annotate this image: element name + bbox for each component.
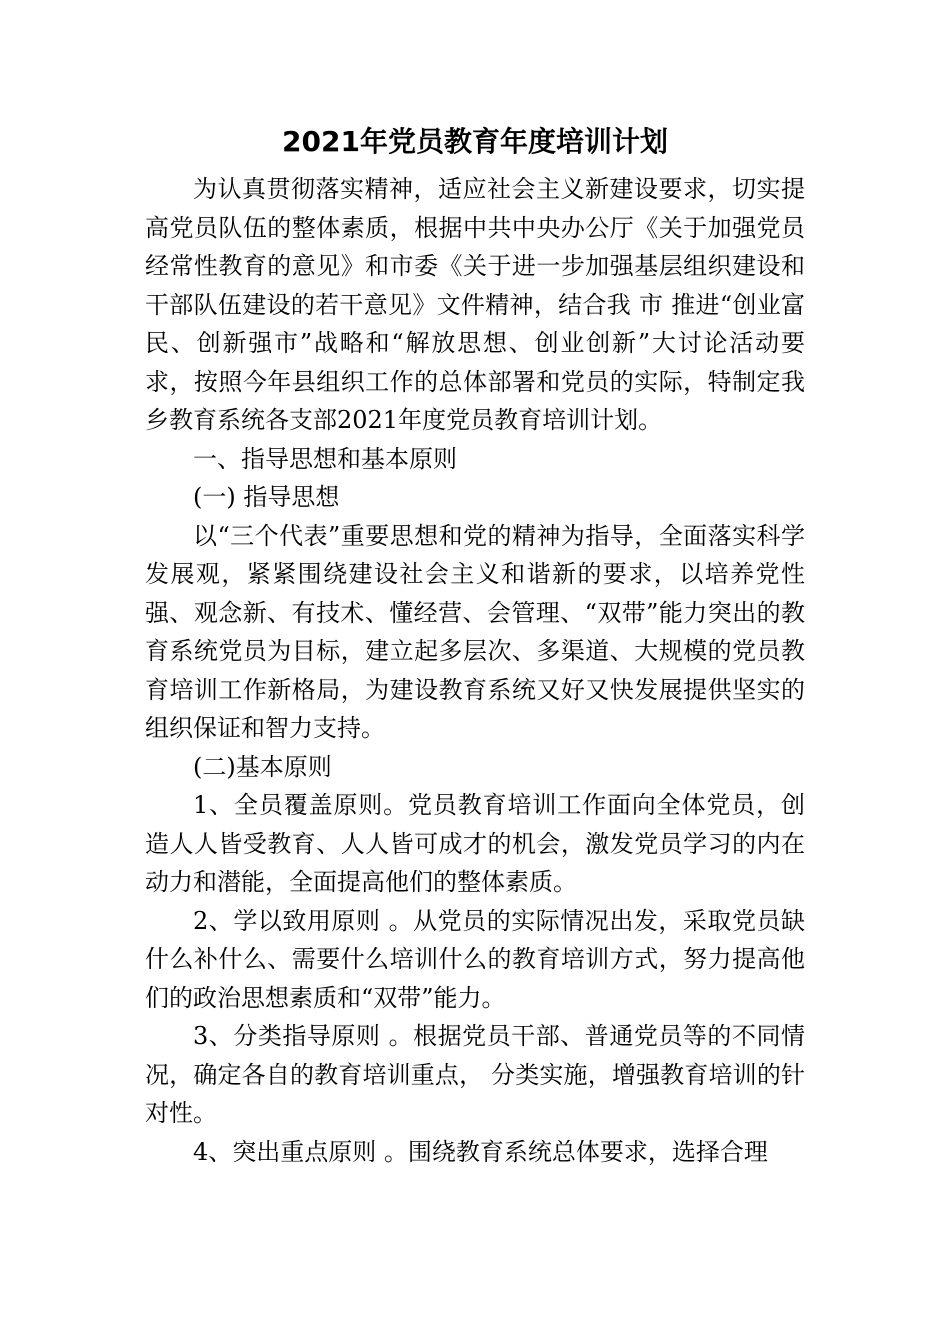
paragraph-principle-4: 4、突出重点原则 。围绕教育系统总体要求，选择合理 xyxy=(193,1137,768,1166)
document-body xyxy=(145,170,805,1171)
section-heading-guiding-ideology-and-principles: 一、指导思想和基本原则 xyxy=(193,444,457,473)
document-title: 2021年党员教育年度培训计划 xyxy=(282,125,668,158)
paragraph-principle-2: 2、学以致用原则 。从党员的实际情况出发，采取党员缺什么补什么、需要什么培训什么的教育培训方式，努力提高他们的政治思想素质和“双带”能力。 xyxy=(145,906,805,1012)
subsection-heading-guiding-ideology: (一) 指导思想 xyxy=(193,483,340,511)
subsection-heading-basic-principles: (二)基本原则 xyxy=(193,752,332,781)
paragraph-guiding-ideology: 以“三个代表”重要思想和党的精神为指导，全面落实科学发展观，紧紧围绕建设社会主义和谐新的要求，以培养党性强、观念新、有技术、懂经营、会管理、“双带”能力突出的教育系统党员为目标，建立起多层次、多渠道、大规模的党员教育培训工作新格局，为建设教育系统又好又快发展提供坚实的组织保证和智力支持。 xyxy=(145,521,805,742)
paragraph-intro: 为认真贯彻落实精神，适应社会主义新建设要求，切实提高党员队伍的整体素质，根据中共中央办公厅《关于加强党员经常性教育的意见》和市委《关于进一步加强基层组织建设和干部队伍建设的若干意见》文件精神，结合我 市 推进“创业富民、创新强市”战略和“解放思想、创业创新”大讨论活动要求，按照今年县组织工作的总体部署和党员的实际，特制定我乡教育系统各支部2021年度党员教育培训计划。 xyxy=(145,175,805,434)
paragraph-principle-3: 3、分类指导原则 。根据党员干部、普通党员等的不同情况，确定各自的教育培训重点， 分类实施，增强教育培训的针对性。 xyxy=(145,1022,805,1127)
paragraph-principle-1: 1、全员覆盖原则。党员教育培训工作面向全体党员，创造人人皆受教育、人人皆可成才的机会，激发党员学习的内在动力和潜能，全面提高他们的整体素质。 xyxy=(145,791,805,896)
